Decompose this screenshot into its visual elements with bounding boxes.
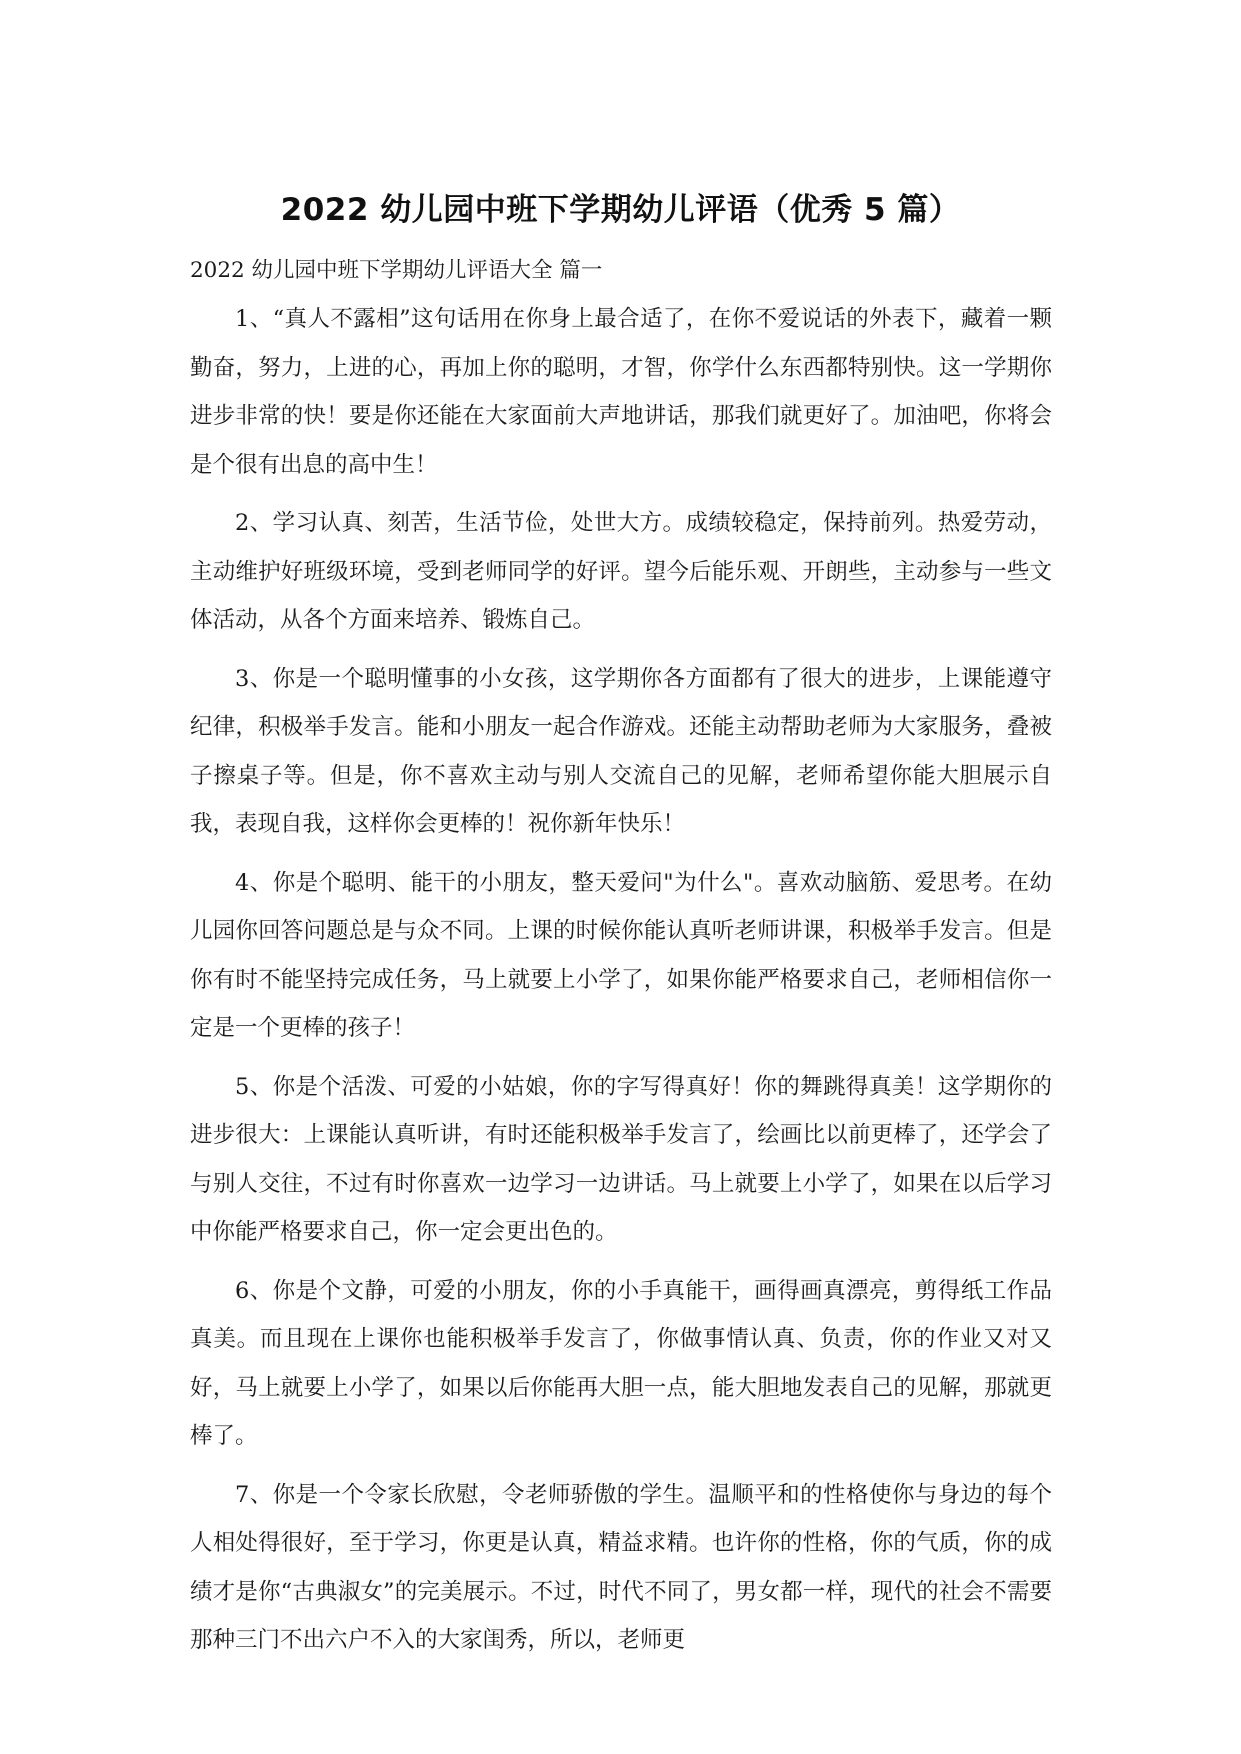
paragraph-3: 3、你是一个聪明懂事的小女孩，这学期你各方面都有了很大的进步，上课能遵守纪律，积极举手发言。能和小朋友一起合作游戏。还能主动帮助老师为大家服务，叠被子擦桌子等。但是，你不喜欢主动与别人交流自己的见解，老师希望你能大胆展示自我，表现自我，这样你会更棒的！祝你新年快乐！ [190,665,1052,837]
paragraph-7: 7、你是一个令家长欣慰，令老师骄傲的学生。温顺平和的性格使你与身边的每个人相处得很好，至于学习，你更是认真，精益求精。也许你的性格，你的气质，你的成绩才是你“古典淑女”的完美展示。不过，时代不同了，男女都一样，现代的社会不需要那种三门不出六户不入的大家闺秀，所以，老师更 [190,1481,1052,1653]
document-title: 2022 幼儿园中班下学期幼儿评语（优秀 5 篇） [280,192,961,228]
paragraph-4: 4、你是个聪明、能干的小朋友，整天爱问"为什么"。喜欢动脑筋、爱思考。在幼儿园你回答问题总是与众不同。上课的时候你能认真听老师讲课，积极举手发言。但是你有时不能坚持完成任务，马上就要上小学了，如果你能严格要求自己，老师相信你一定是一个更棒的孩子！ [190,869,1052,1041]
section-heading: 2022 幼儿园中班下学期幼儿评语大全 篇一 [190,258,603,283]
paragraph-1: 1、“真人不露相”这句话用在你身上最合适了，在你不爱说话的外表下，藏着一颗勤奋，努力，上进的心，再加上你的聪明，才智，你学什么东西都特别快。这一学期你进步非常的快！要是你还能在大家面前大声地讲话，那我们就更好了。加油吧，你将会是个很有出息的高中生！ [190,306,1052,478]
paragraph-5: 5、你是个活泼、可爱的小姑娘，你的字写得真好！你的舞跳得真美！这学期你的进步很大：上课能认真听讲，有时还能积极举手发言了，绘画比以前更棒了，还学会了与别人交往，不过有时你喜欢一边学习一边讲话。马上就要上小学了，如果在以后学习中你能严格要求自己，你一定会更出色的。 [190,1073,1052,1245]
paragraph-2: 2、学习认真、刻苦，生活节俭，处世大方。成绩较稳定，保持前列。热爱劳动，主动维护好班级环境，受到老师同学的好评。望今后能乐观、开朗些，主动参与一些文体活动，从各个方面来培养、锻炼自己。 [190,510,1052,633]
document-body [190,252,1052,1675]
paragraph-6: 6、你是个文静，可爱的小朋友，你的小手真能干，画得画真漂亮，剪得纸工作品真美。而且现在上课你也能积极举手发言了，你做事情认真、负责，你的作业又对又好，马上就要上小学了，如果以后你能再大胆一点，能大胆地发表自己的见解，那就更棒了。 [190,1277,1052,1449]
